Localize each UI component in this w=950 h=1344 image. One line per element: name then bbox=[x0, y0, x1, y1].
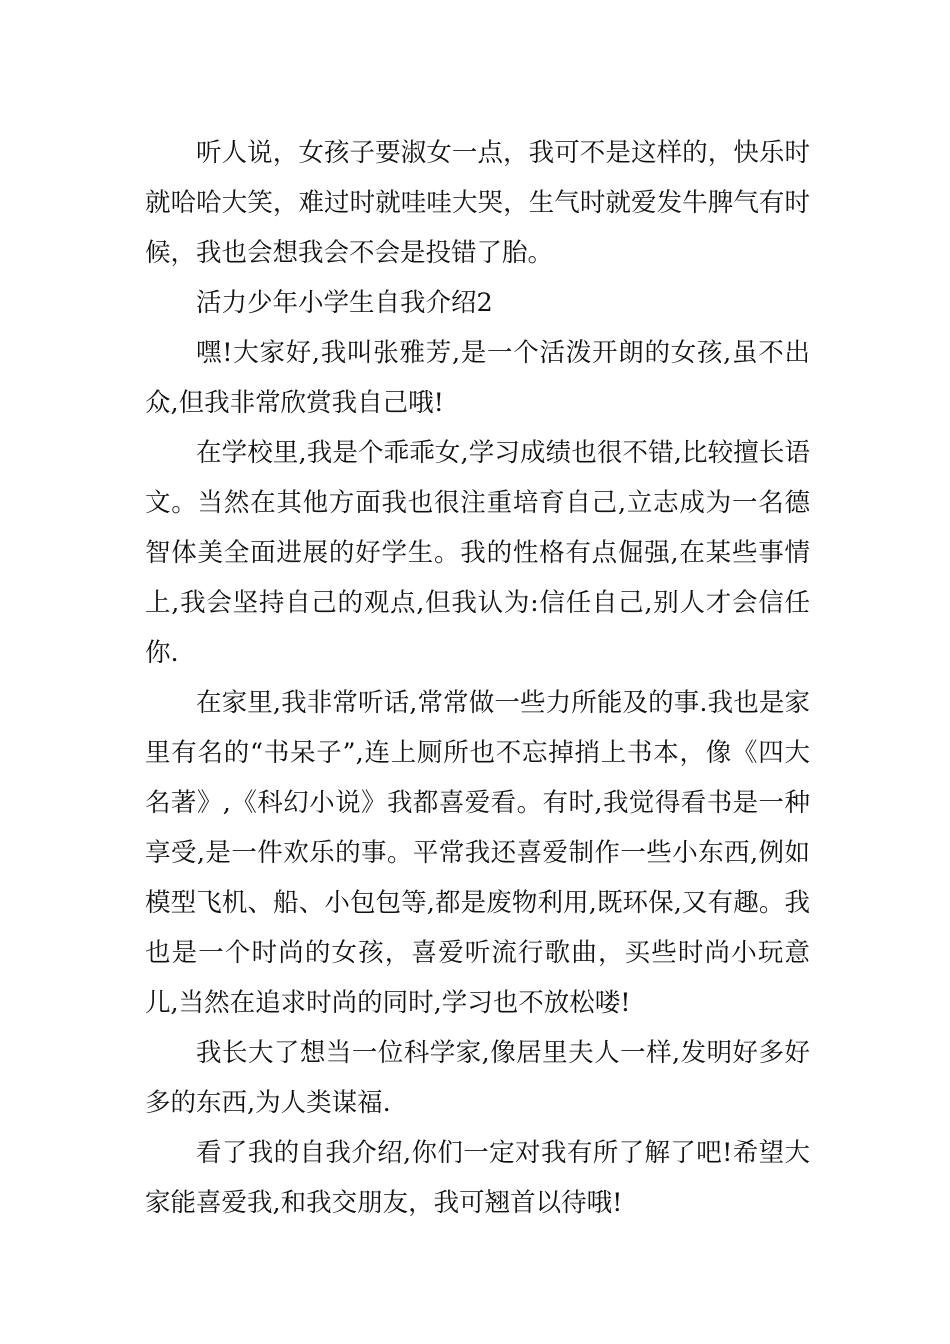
paragraph-greeting: 嘿!大家好,我叫张雅芳,是一个活泼开朗的女孩,虽不出众,但我非常欣赏我自己哦! bbox=[145, 338, 810, 418]
paragraph-home: 在家里,我非常听话,常常做一些力所能及的事.我也是家里有名的“书呆子”,连上厕所也不忘掉捎上书本，像《四大名著》,《科幻小说》我都喜爱看。有时,我觉得看书是一种享受,是一件欢乐的事。平常我还喜爱制作一些小东西,例如模型飞机、船、小包包等,都是废物利用,既环保,又有趣。我也是一个时尚的女孩，喜爱听流行歌曲，买些时尚小玩意儿,当然在追求时尚的同时,学习也不放松喽! bbox=[145, 688, 810, 1018]
document-body bbox=[145, 128, 810, 1228]
paragraph-closing: 看了我的自我介绍,你们一定对我有所了解了吧!希望大家能喜爱我,和我交朋友，我可翘首以待哦! bbox=[145, 1138, 810, 1218]
section-heading: 活力少年小学生自我介绍2 bbox=[196, 288, 493, 318]
paragraph-intro: 听人说，女孩子要淑女一点，我可不是这样的，快乐时就哈哈大笑，难过时就哇哇大哭，生气时就爱发牛脾气有时候，我也会想我会不会是投错了胎。 bbox=[145, 138, 810, 268]
paragraph-school: 在学校里,我是个乖乖女,学习成绩也很不错,比较擅长语文。当然在其他方面我也很注重培育自己,立志成为一名德智体美全面进展的好学生。我的性格有点倔强,在某些事情上,我会坚持自己的观点,但我认为:信任自己,别人才会信任你. bbox=[145, 438, 810, 668]
paragraph-dream: 我长大了想当一位科学家,像居里夫人一样,发明好多好多的东西,为人类谋福. bbox=[145, 1038, 810, 1118]
